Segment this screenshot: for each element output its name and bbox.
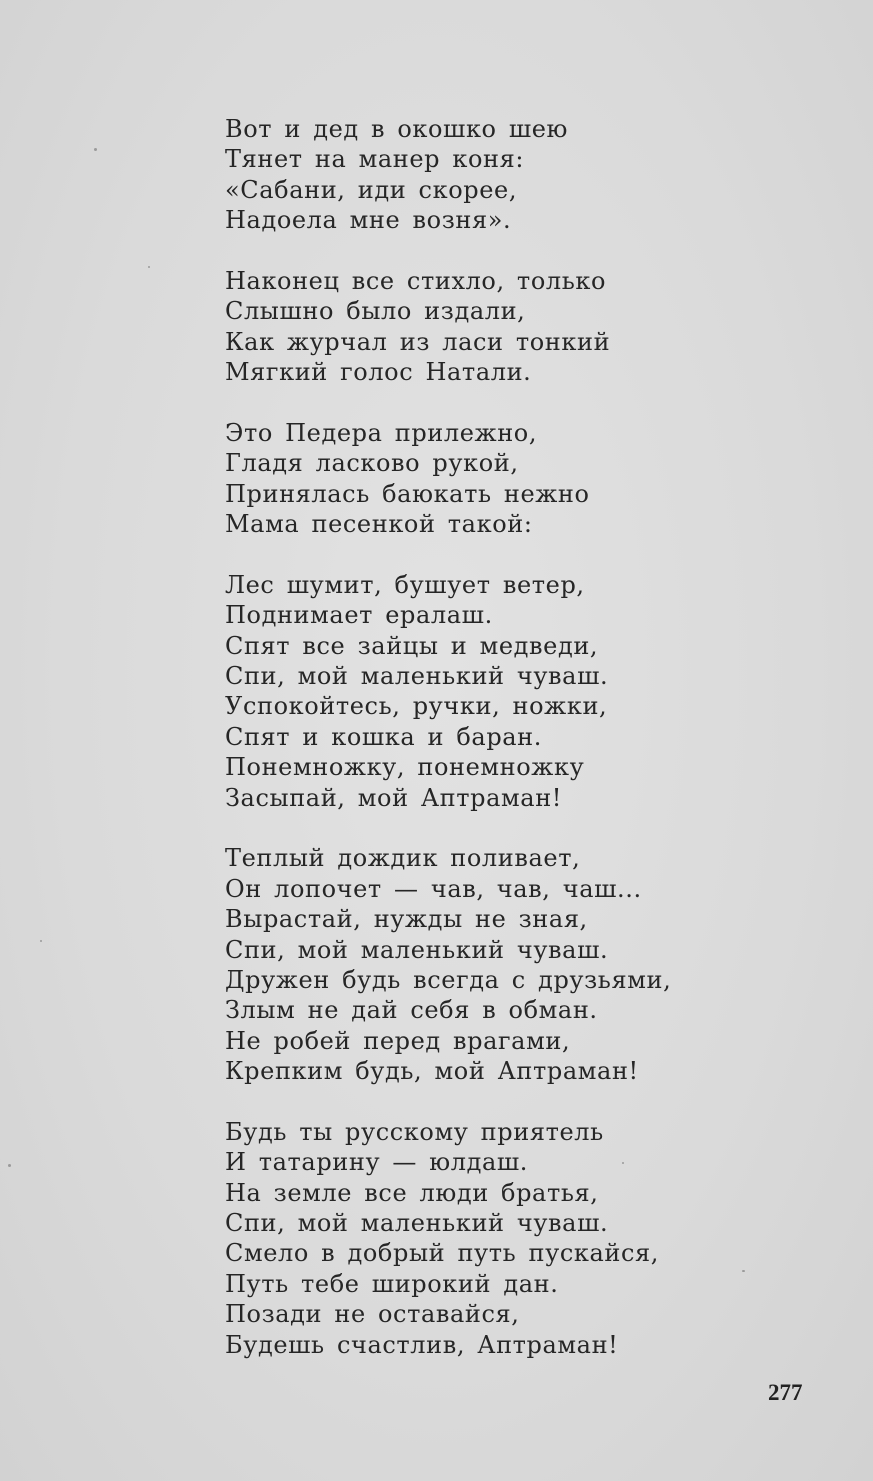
poem-line: Тянет на манер коня: (225, 145, 525, 174)
poem-line: Он лопочет — чав, чав, чаш... (225, 874, 642, 903)
poem-line: И татарину — юлдаш. (225, 1148, 529, 1177)
poem-line: Принялась баюкать нежно (225, 479, 590, 508)
poem-line: Спят все зайцы и медведи, (225, 631, 599, 660)
poem-line: Надоела мне возня». (225, 206, 512, 235)
paper-speck (622, 1162, 624, 1164)
poem-line: Теплый дождик поливает, (225, 844, 581, 873)
poem-line: Дружен будь всегда с друзьями, (225, 965, 672, 994)
stanza-2 (225, 266, 745, 388)
poem-line: Наконец все стихло, только (225, 266, 607, 295)
poem-line: Позади не оставайся, (225, 1300, 520, 1329)
poem-line: Поднимает ералаш. (225, 601, 493, 630)
stanza-4 (225, 570, 745, 813)
poem-line: Путь тебе широкий дан. (225, 1269, 559, 1298)
poem-line: Не робей перед врагами, (225, 1026, 571, 1055)
poem-line: Будешь счастлив, Аптраман! (225, 1330, 619, 1359)
poem-line: Будь ты русскому приятель (225, 1117, 604, 1146)
stanza-5 (225, 843, 745, 1086)
poem-line: Спи, мой маленький чуваш. (225, 935, 609, 964)
stanza-1 (225, 114, 745, 236)
stanza-6 (225, 1117, 745, 1360)
poem-line: Понемножку, понемножку (225, 753, 585, 782)
paper-speck (8, 1164, 11, 1167)
poem-line: Спи, мой маленький чуваш. (225, 662, 609, 691)
poem-line: Вырастай, нужды не зная, (225, 905, 588, 934)
poem-line: На земле все люди братья, (225, 1178, 599, 1207)
stanza-3 (225, 418, 745, 540)
poem-line: Слышно было издали, (225, 297, 526, 326)
poem-line: Вот и дед в окошко шею (225, 115, 569, 143)
poem-line: Мама песенкой такой: (225, 510, 533, 539)
poem-line: Лес шумит, бушует ветер, (225, 570, 585, 599)
poem-line: Гладя ласково рукой, (225, 449, 519, 478)
poem-line: Спи, мой маленький чуваш. (225, 1209, 609, 1238)
poem-line: Злым не дай себя в обман. (225, 996, 598, 1025)
page-number: 277 (768, 1380, 803, 1405)
poem-line: Успокойтесь, ручки, ножки, (225, 692, 608, 721)
paper-speck (94, 148, 97, 151)
poem-line: Засыпай, мой Аптраман! (225, 783, 563, 812)
poem-line: Крепким будь, мой Аптраман! (225, 1057, 639, 1086)
poem-line: «Сабани, иди скорее, (225, 175, 518, 204)
poem-line: Как журчал из ласи тонкий (225, 327, 611, 356)
paper-speck (40, 940, 42, 942)
poem-line: Мягкий голос Натали. (225, 358, 532, 387)
paper-speck (742, 1270, 745, 1272)
poem-line: Смело в добрый путь пускайся, (225, 1239, 660, 1268)
poem-line: Спят и кошка и баран. (225, 722, 543, 751)
paper-speck (148, 266, 150, 268)
poem (225, 114, 745, 1360)
poem-line: Это Педера прилежно, (225, 418, 538, 447)
